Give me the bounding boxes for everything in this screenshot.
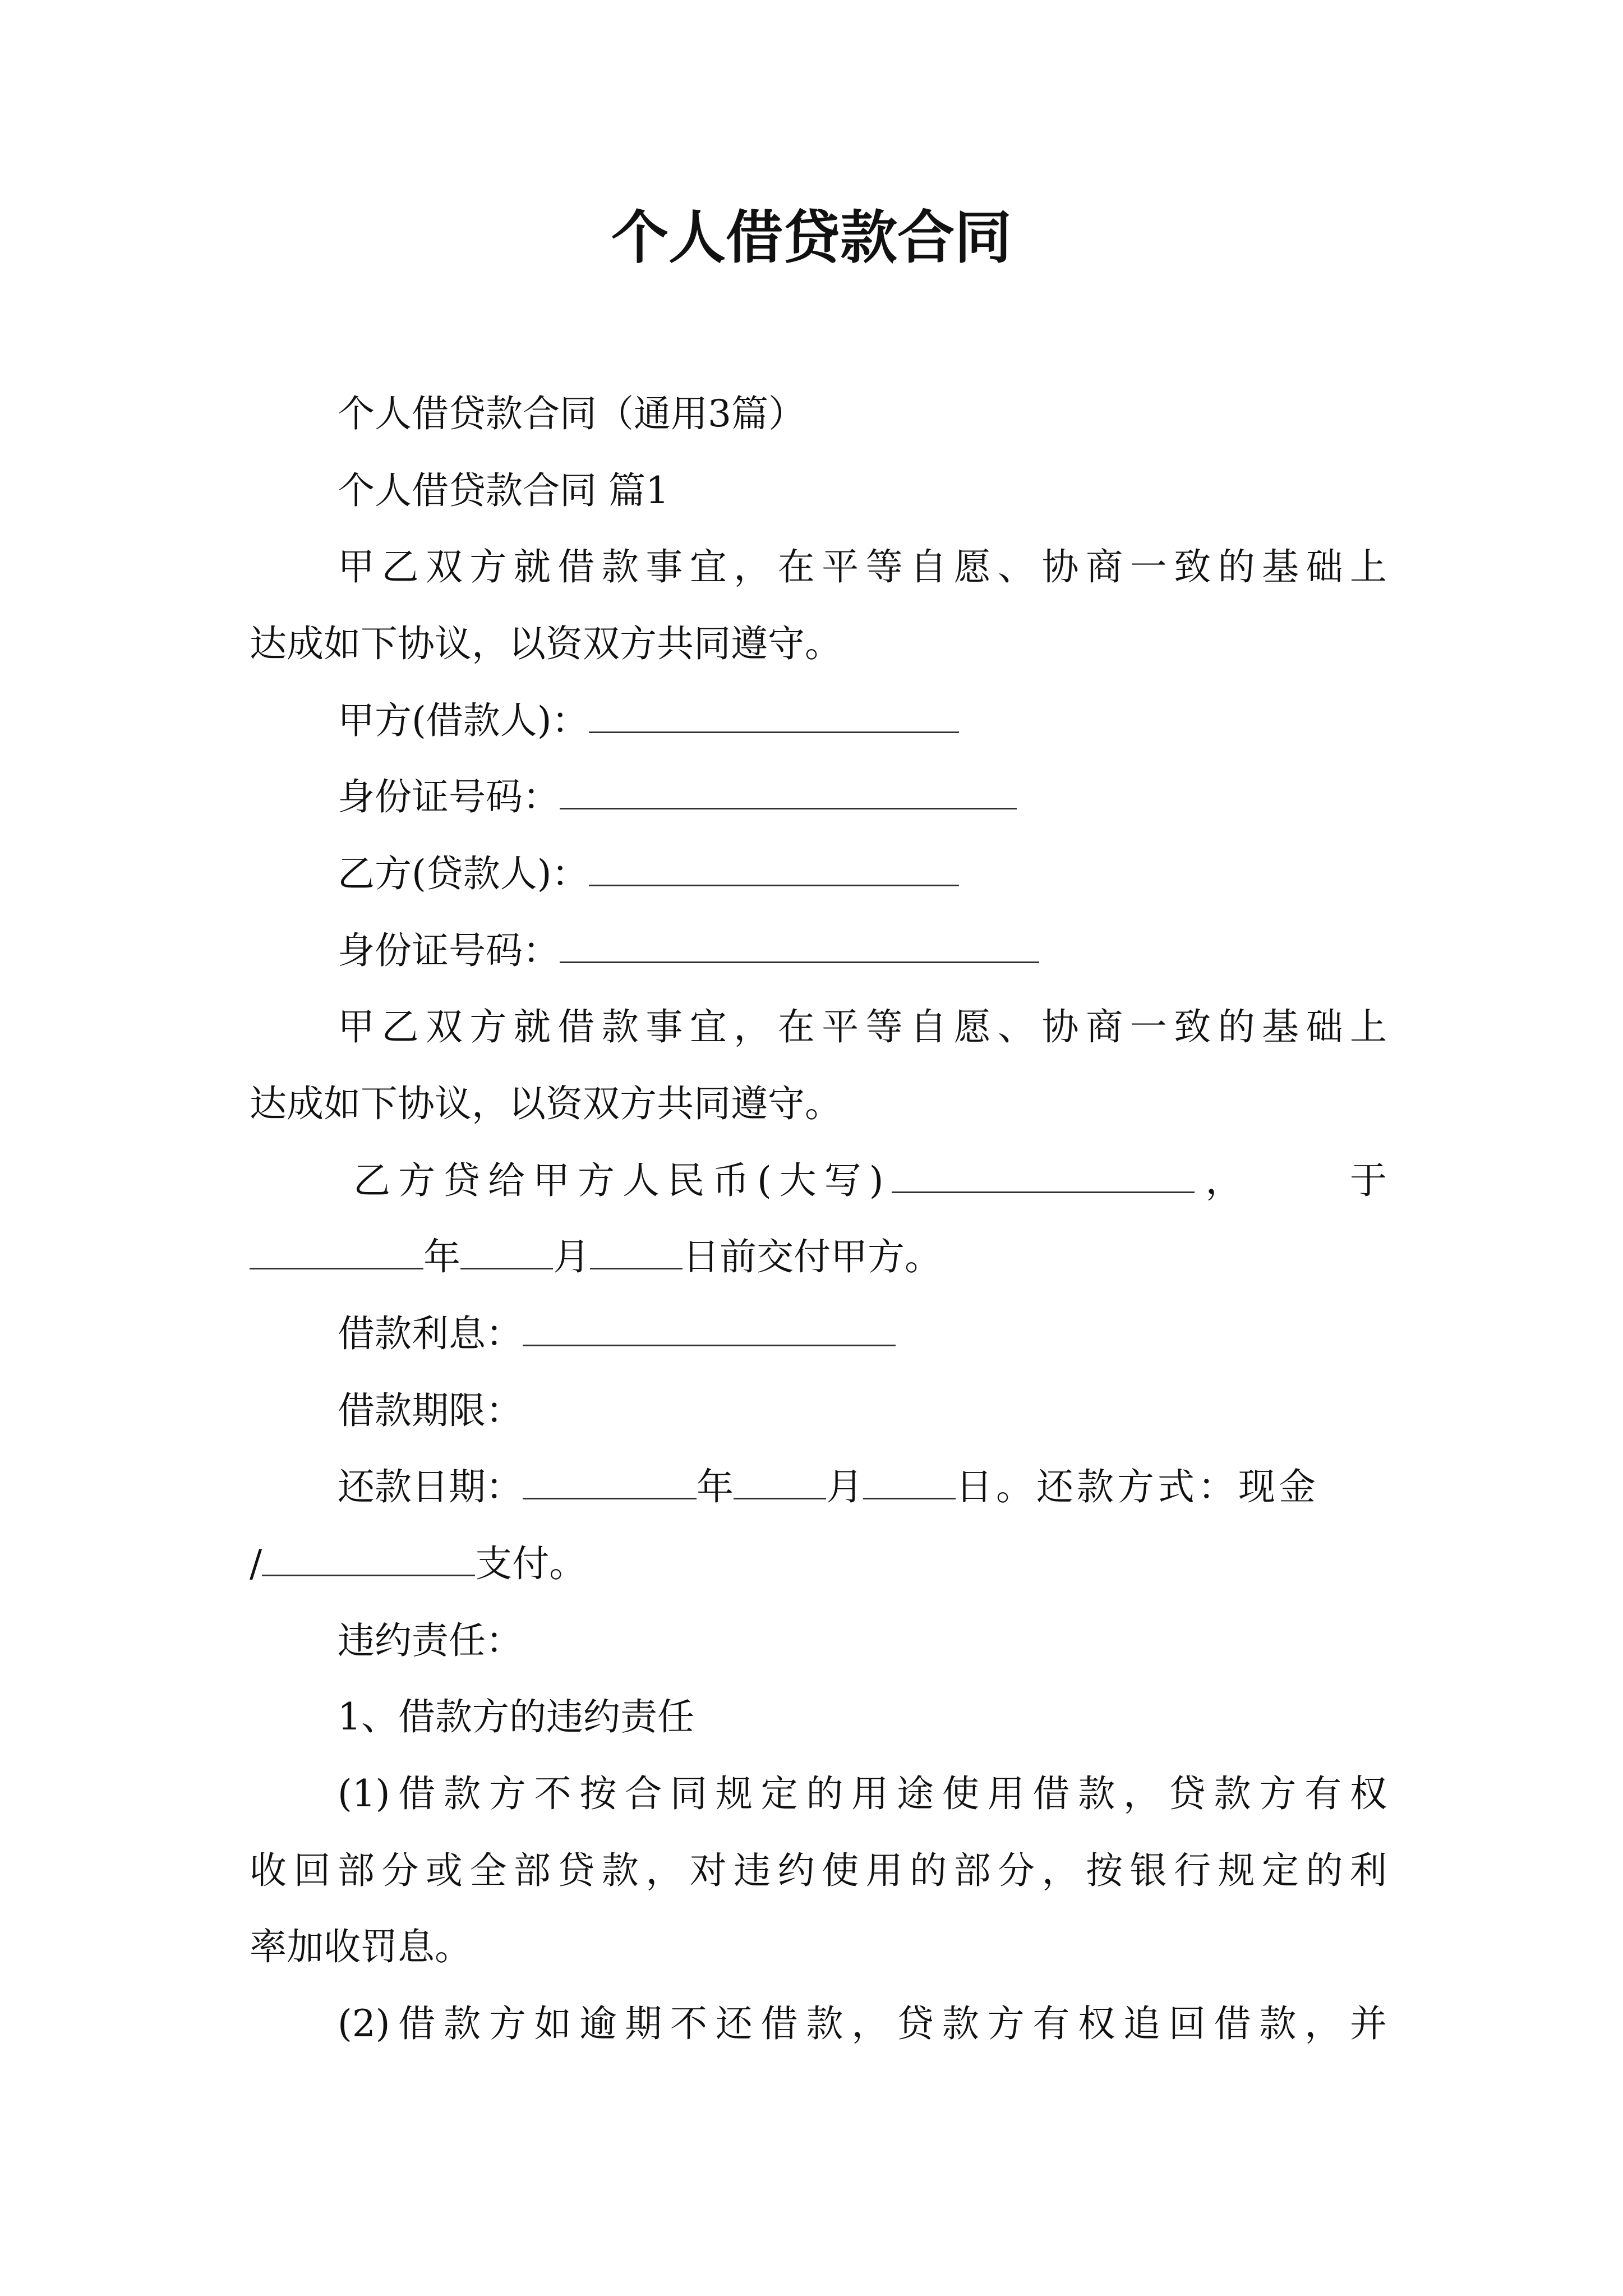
liability-label: 违约责任： — [338, 1619, 523, 1662]
repay-date-label: 还款日期： — [338, 1465, 523, 1508]
loan-amount-blank[interactable] — [892, 1157, 1195, 1193]
heading-part1: 个人借贷款合同 篇1 — [338, 469, 669, 512]
party-b-blank[interactable] — [589, 850, 959, 886]
intro2-line-1: 甲乙双方就借款事宜，在平等自愿、协商一致的基础上 — [338, 1005, 1387, 1048]
id-blank-1[interactable] — [560, 773, 1017, 809]
payment-method-blank[interactable] — [262, 1540, 475, 1576]
delivery-year-char: 年 — [423, 1235, 460, 1278]
intro-line-2: 达成如下协议，以资双方共同遵守。 — [250, 622, 842, 665]
clause1-title: 1、借款方的违约责任 — [338, 1695, 694, 1738]
loan-amount-yu: 于 — [1350, 1159, 1387, 1202]
party-a-row — [338, 694, 959, 748]
slash: / — [250, 1542, 262, 1585]
id-blank-2[interactable] — [560, 927, 1039, 963]
party-a-blank[interactable] — [589, 697, 959, 733]
delivery-row — [250, 1230, 942, 1284]
repay-day-method: 日。还款方式：现金 — [956, 1465, 1319, 1508]
loan-amount-comma: ， — [1205, 1159, 1243, 1202]
delivery-month-char: 月 — [553, 1235, 590, 1278]
clause1-1-line-2: 收回部分或全部贷款，对违约使用的部分，按银行规定的利 — [250, 1849, 1387, 1892]
delivery-text: 日前交付甲方。 — [683, 1235, 942, 1278]
payment-suffix: 支付。 — [475, 1542, 587, 1585]
loan-amount-row — [353, 1154, 1387, 1208]
repay-year-blank[interactable] — [523, 1463, 697, 1499]
party-b-row — [338, 847, 959, 901]
id-row-1 — [338, 770, 1017, 824]
intro2-line-2: 达成如下协议，以资双方共同遵守。 — [250, 1082, 842, 1125]
clause1-1-line-3: 率加收罚息。 — [250, 1925, 472, 1968]
repay-row — [338, 1460, 1387, 1514]
loan-amount-text: 乙方贷给甲方人民币(大写) — [353, 1159, 892, 1202]
intro-line-1: 甲乙双方就借款事宜，在平等自愿、协商一致的基础上 — [338, 545, 1387, 588]
payment-row — [250, 1537, 586, 1591]
interest-label: 借款利息： — [338, 1312, 523, 1355]
id-row-2 — [338, 924, 1039, 978]
interest-blank[interactable] — [523, 1310, 896, 1346]
repay-month-blank[interactable] — [734, 1463, 826, 1499]
id-label-2: 身份证号码： — [338, 929, 560, 972]
clause1-2-line-1: (2)借款方如逾期不还借款，贷款方有权追回借款，并 — [338, 2002, 1387, 2045]
repay-day-blank[interactable] — [863, 1463, 956, 1499]
repay-year-char: 年 — [697, 1465, 734, 1508]
term-label: 借款期限： — [338, 1389, 523, 1432]
delivery-month-blank[interactable] — [460, 1233, 553, 1269]
delivery-year-blank[interactable] — [250, 1233, 423, 1269]
clause1-1-line-1: (1)借款方不按合同规定的用途使用借款，贷款方有权 — [338, 1772, 1387, 1815]
delivery-day-blank[interactable] — [590, 1233, 683, 1269]
document-title: 个人借贷款合同 — [611, 205, 1012, 272]
party-b-label: 乙方(贷款人)： — [338, 852, 589, 895]
heading-general: 个人借贷款合同（通用3篇） — [338, 392, 805, 435]
party-a-label: 甲方(借款人)： — [338, 699, 589, 742]
id-label-1: 身份证号码： — [338, 775, 560, 818]
interest-row — [338, 1307, 896, 1361]
repay-month-char: 月 — [826, 1465, 863, 1508]
